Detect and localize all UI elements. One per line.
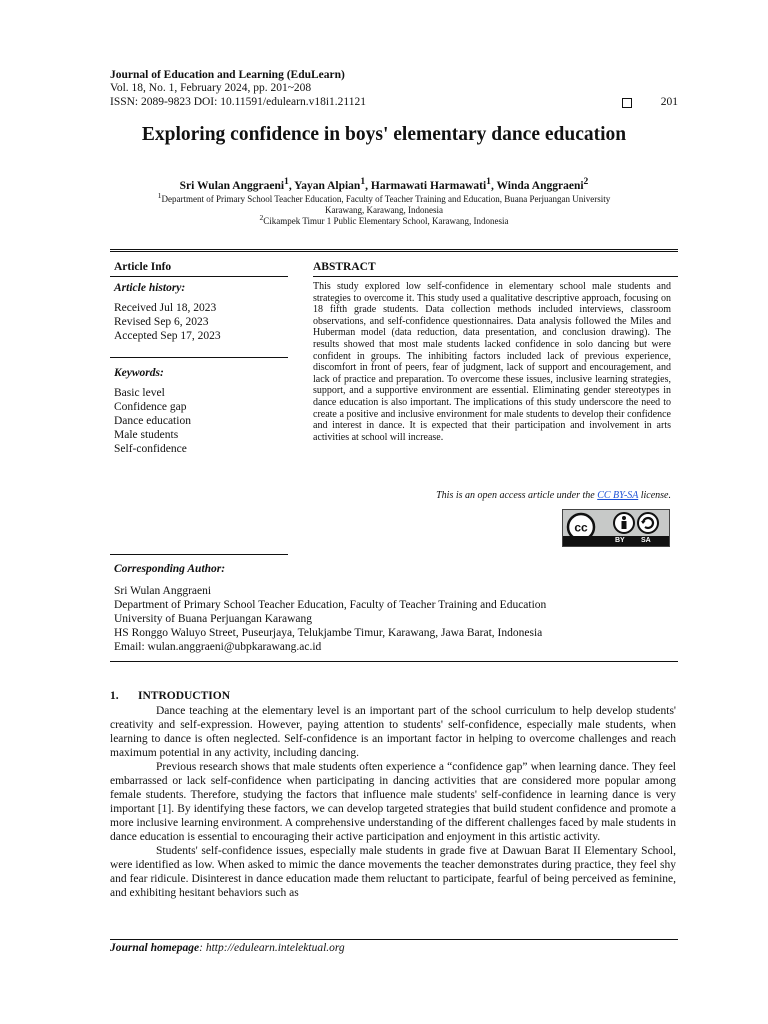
article-title: Exploring confidence in boys' elementary dance education	[141, 124, 627, 145]
square-bullet-icon	[622, 98, 632, 108]
affiliation-sup: 2	[259, 213, 264, 222]
by-label: BY	[615, 537, 625, 544]
keywords-block	[114, 367, 286, 456]
corresponding-dept: Department of Primary School Teacher Education, Faculty of Teacher Training and Education	[114, 599, 547, 611]
author-sup: 2	[583, 176, 589, 187]
open-access-note	[436, 490, 671, 501]
keyword: Basic level	[114, 387, 165, 399]
paragraph: Students' self-confidence issues, especially male students in grade five at Dawuan Barat II Elementary School, were identified as low. When asked to mimic the dance movements the teacher demonstrates during practice, they feel shy and fear ridicule. Disinterest in dance education made them reluctant to participate, fearful of being perceived as feminine, and exhibiting hesitant behaviors such as	[110, 845, 676, 899]
corresponding-email[interactable]: Email: wulan.anggraeni@ubpkarawang.ac.id	[114, 641, 322, 653]
author-name: Winda Anggraeni	[496, 179, 584, 192]
author-list: Sri Wulan Anggraeni$^1$, Yayan Alpian$^1$, Harmawati Harmawati$^1$, Winda Anggraeni$^2$	[179, 176, 589, 192]
footer-divider	[110, 939, 678, 940]
page-number: 201	[660, 96, 678, 108]
cc-glyph: cc	[574, 520, 588, 535]
corresponding-address: HS Ronggo Waluyo Street, Puseurjaya, Telukjambe Timur, Karawang, Jawa Barat, Indonesia	[114, 627, 543, 639]
cc-license-icon	[563, 510, 669, 538]
divider	[110, 661, 678, 662]
history-received: Received Jul 18, 2023	[114, 302, 217, 314]
author-name: Yayan Alpian	[294, 179, 361, 192]
section-title: INTRODUCTION	[138, 690, 231, 702]
corresponding-univ: University of Buana Perjuangan Karawang	[114, 613, 312, 625]
abstract-text: This study explored low self-confidence in elementary school male students and strategies to overcome it. This study used a qualitative descriptive approach, focusing on 18 fifth grade students. Data collection methods included interviews, classroom observations, and self-confidence questionnaires. Data analysis followed the Miles and Huberman model (data reduction, data presentation, and conclusion drawing). The results showed that most male students lacked confidence in solo dancing but were confident in groups. The inhibiting factors included lack of previous experience, discomfort in front of peers, fear of judgment, lack of support and encouragement, and lack of practice and preparation. To overcome these issues, inclusive learning strategies, support, and a supportive environment are essential. Eliminating gender stereotypes in dance education is also important. The implications of this study underscore the need to create a positive and inclusive environment for male students to develop their confidence and interest in dance. It is expected that their participation and involvement in arts activities at school will increase.	[313, 281, 671, 443]
author-name: Sri Wulan Anggraeni	[179, 179, 285, 192]
corresponding-heading: Corresponding Author:	[114, 563, 226, 575]
keywords-heading: Keywords:	[114, 367, 164, 379]
article-history	[114, 282, 286, 343]
issn-doi-line: ISSN: 2089-9823 DOI: 10.11591/edulearn.v18i1.21121	[110, 96, 366, 108]
keyword: Confidence gap	[114, 401, 187, 413]
keyword: Self-confidence	[114, 443, 187, 455]
history-accepted: Accepted Sep 17, 2023	[114, 330, 221, 342]
divider	[313, 276, 678, 277]
paragraph: Dance teaching at the elementary level is an important part of the school curriculum to help develop students' creativity and self-expression. However, paying attention to students' self-confidence, especially male students, when learning to dance is often neglected. Self-confidence is an important factor in helping to overcome challenges and reach maximum potential in any activity, including dancing.	[110, 705, 676, 759]
article-info-heading: Article Info	[114, 261, 172, 273]
volume-line: Vol. 18, No. 1, February 2024, pp. 201~208	[110, 82, 312, 94]
divider	[110, 554, 288, 555]
affiliation-text: Department of Primary School Teacher Education, Faculty of Teacher Training and Education, Buana Perjuangan University	[161, 194, 611, 204]
homepage-sep: :	[199, 942, 206, 954]
corresponding-details	[114, 584, 546, 654]
author-sup: 1	[360, 176, 366, 187]
keyword: Dance education	[114, 415, 191, 427]
history-heading: Article history:	[114, 282, 186, 294]
cc-by-sa-badge[interactable]	[562, 509, 670, 547]
author-name: Harmawati Harmawati	[370, 179, 487, 192]
corresponding-name: Sri Wulan Anggraeni	[114, 585, 212, 597]
journal-name: Journal of Education and Learning (EduLearn)	[110, 69, 345, 81]
author-sup: 1	[284, 176, 289, 187]
homepage-url[interactable]: http://edulearn.intelektual.org	[205, 942, 345, 954]
keyword: Male students	[114, 429, 179, 441]
sa-label: SA	[641, 537, 651, 544]
oa-prefix: This is an open access article under the	[436, 490, 598, 501]
divider	[110, 249, 678, 254]
affiliation-sup: 1	[157, 191, 162, 200]
section-heading-introduction	[110, 690, 230, 702]
introduction-body	[110, 704, 676, 900]
oa-suffix: license.	[638, 490, 671, 501]
affiliation-text: Karawang, Karawang, Indonesia	[325, 205, 443, 215]
cc-badge-strip	[563, 536, 669, 546]
author-sup: 1	[486, 176, 491, 187]
section-number: 1.	[110, 690, 119, 702]
paragraph: Previous research shows that male students often experience a “confidence gap” when learning dance. They feel embarrassed or lack self-confidence when participating in dancing activities that are considered more popular among female students. Therefore, studying the factors that influence male students' self-confidence in learning dance is very important [1]. By identifying these factors, we can develop targeted strategies that build student confidence and promote a more inclusive learning environment. A comprehensive understanding of the different challenges faced by male students in dance education is essential to encouraging their active participation and enjoyment in this artistic activity.	[110, 761, 676, 843]
journal-homepage	[110, 942, 345, 954]
divider	[110, 357, 288, 358]
cc-by-sa-link[interactable]: CC BY-SA	[597, 490, 639, 501]
divider	[110, 276, 288, 277]
affiliation-text: Cikampek Timur 1 Public Elementary School, Karawang, Indonesia	[263, 216, 509, 226]
homepage-label: Journal homepage	[110, 942, 200, 954]
abstract-heading: ABSTRACT	[313, 261, 376, 273]
history-revised: Revised Sep 6, 2023	[114, 316, 209, 328]
affiliation-2	[120, 212, 648, 227]
